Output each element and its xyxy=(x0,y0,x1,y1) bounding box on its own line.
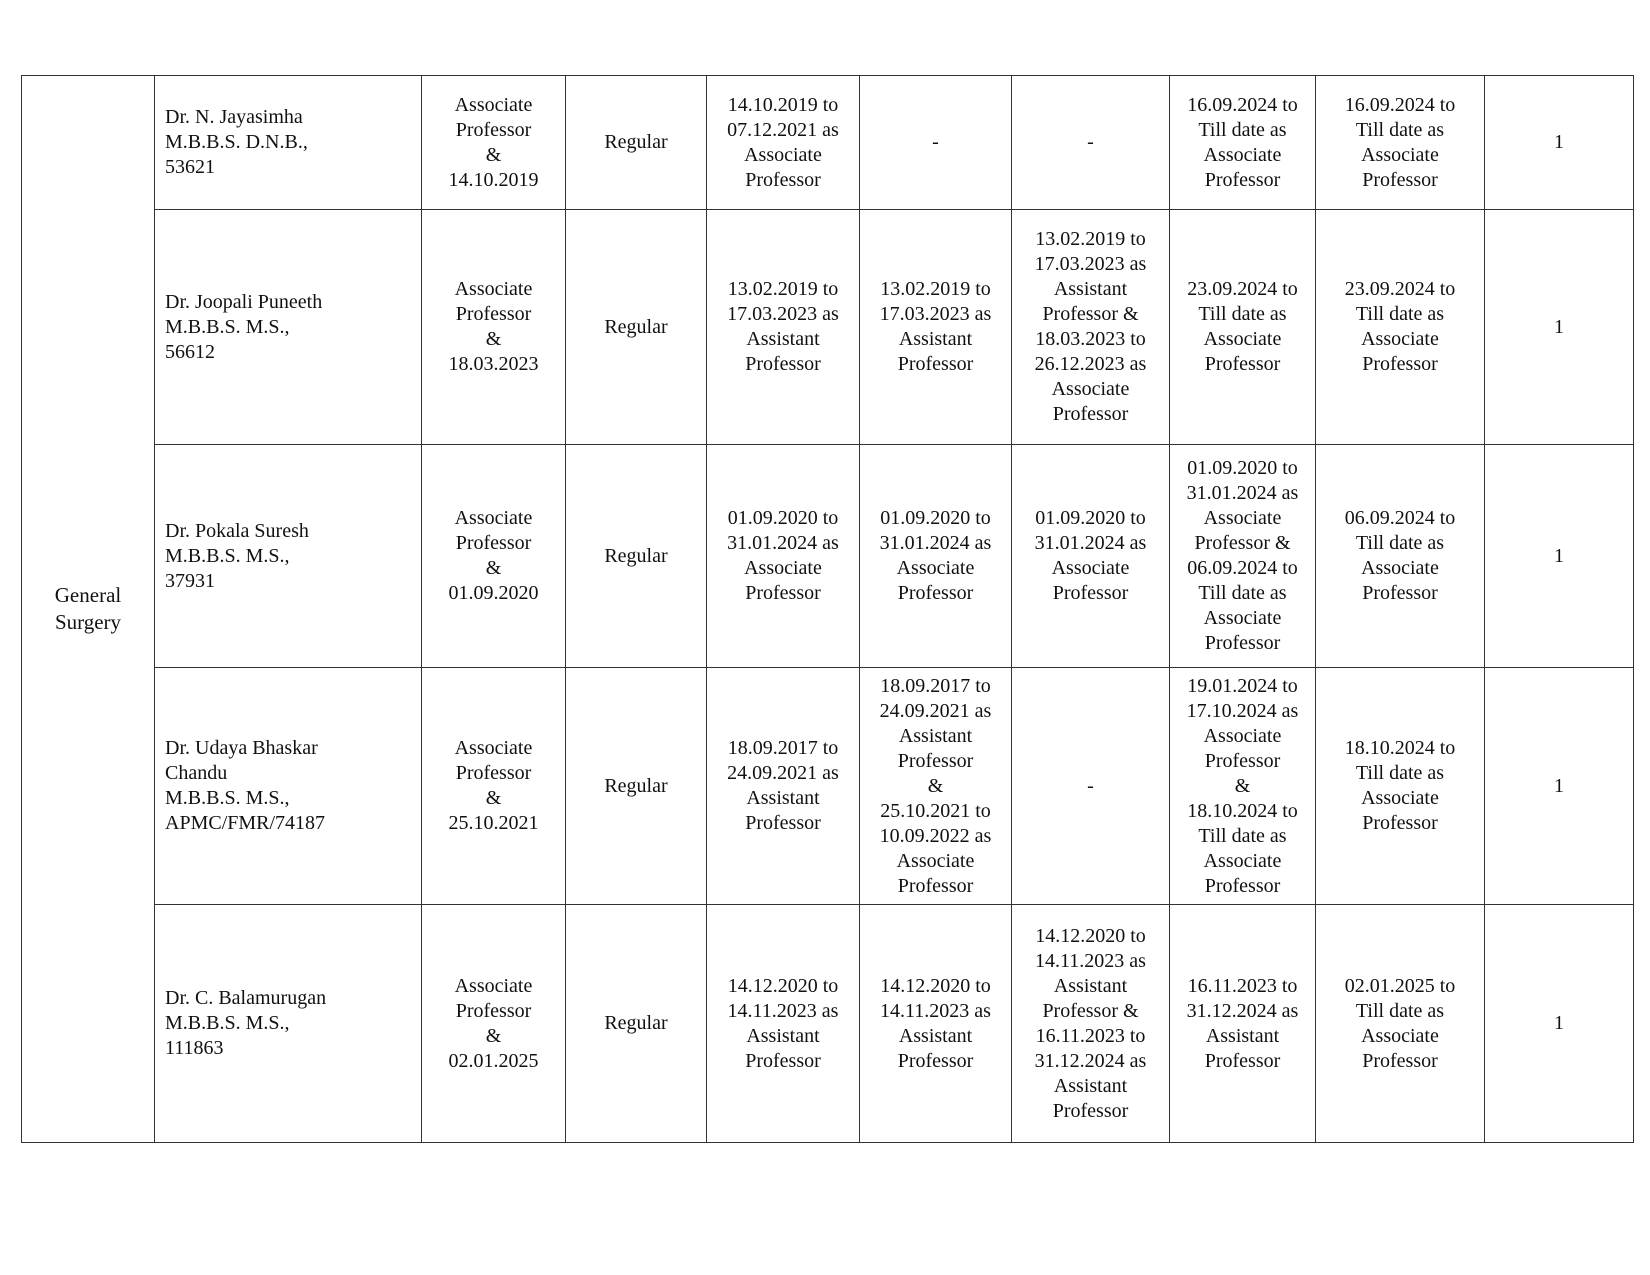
period-cell: 13.02.2019 to 17.03.2023 as Assistant Professor xyxy=(707,210,860,445)
count-cell: 1 xyxy=(1485,905,1634,1143)
period-cell: 18.10.2024 to Till date as Associate Professor xyxy=(1316,668,1485,905)
table-row xyxy=(22,445,1634,668)
period-cell: 01.09.2020 to 31.01.2024 as Associate Professor & 06.09.2024 to Till date as Associate Professor xyxy=(1170,445,1316,668)
count-cell: 1 xyxy=(1485,445,1634,668)
count-cell: 1 xyxy=(1485,210,1634,445)
designation-cell: Associate Professor & 02.01.2025 xyxy=(422,905,566,1143)
nature-cell: Regular xyxy=(566,445,707,668)
period-cell: 19.01.2024 to 17.10.2024 as Associate Professor & 18.10.2024 to Till date as Associate Professor xyxy=(1170,668,1316,905)
faculty-table xyxy=(21,75,1634,1143)
period-cell: 14.10.2019 to 07.12.2021 as Associate Professor xyxy=(707,76,860,210)
nature-cell: Regular xyxy=(566,905,707,1143)
designation-cell: Associate Professor & 14.10.2019 xyxy=(422,76,566,210)
count-cell: 1 xyxy=(1485,668,1634,905)
period-cell: 01.09.2020 to 31.01.2024 as Associate Professor xyxy=(707,445,860,668)
period-cell: 16.11.2023 to 31.12.2024 as Assistant Professor xyxy=(1170,905,1316,1143)
designation-cell: Associate Professor & 01.09.2020 xyxy=(422,445,566,668)
faculty-name-cell: Dr. Udaya Bhaskar Chandu M.B.B.S. M.S., APMC/FMR/74187 xyxy=(155,668,422,905)
period-cell: 06.09.2024 to Till date as Associate Professor xyxy=(1316,445,1485,668)
period-cell: 16.09.2024 to Till date as Associate Professor xyxy=(1316,76,1485,210)
period-cell: 01.09.2020 to 31.01.2024 as Associate Professor xyxy=(1012,445,1170,668)
table-row xyxy=(22,210,1634,445)
period-cell: 23.09.2024 to Till date as Associate Professor xyxy=(1170,210,1316,445)
table-row xyxy=(22,905,1634,1143)
period-cell: 14.12.2020 to 14.11.2023 as Assistant Professor & 16.11.2023 to 31.12.2024 as Assistant Professor xyxy=(1012,905,1170,1143)
count-cell: 1 xyxy=(1485,76,1634,210)
faculty-name-cell: Dr. Joopali Puneeth M.B.B.S. M.S., 56612 xyxy=(155,210,422,445)
period-cell: 18.09.2017 to 24.09.2021 as Assistant Professor & 25.10.2021 to 10.09.2022 as Associate Professor xyxy=(860,668,1012,905)
period-cell: 01.09.2020 to 31.01.2024 as Associate Professor xyxy=(860,445,1012,668)
nature-cell: Regular xyxy=(566,210,707,445)
designation-cell: Associate Professor & 25.10.2021 xyxy=(422,668,566,905)
period-cell: - xyxy=(1012,668,1170,905)
period-cell: 13.02.2019 to 17.03.2023 as Assistant Professor & 18.03.2023 to 26.12.2023 as Associate Professor xyxy=(1012,210,1170,445)
faculty-name-cell: Dr. C. Balamurugan M.B.B.S. M.S., 111863 xyxy=(155,905,422,1143)
period-cell: 16.09.2024 to Till date as Associate Professor xyxy=(1170,76,1316,210)
period-cell: 14.12.2020 to 14.11.2023 as Assistant Professor xyxy=(860,905,1012,1143)
nature-cell: Regular xyxy=(566,76,707,210)
nature-cell: Regular xyxy=(566,668,707,905)
table-row xyxy=(22,76,1634,210)
designation-cell: Associate Professor & 18.03.2023 xyxy=(422,210,566,445)
period-cell: 18.09.2017 to 24.09.2021 as Assistant Professor xyxy=(707,668,860,905)
period-cell: 23.09.2024 to Till date as Associate Professor xyxy=(1316,210,1485,445)
faculty-name-cell: Dr. Pokala Suresh M.B.B.S. M.S., 37931 xyxy=(155,445,422,668)
table-row xyxy=(22,668,1634,905)
period-cell: 13.02.2019 to 17.03.2023 as Assistant Professor xyxy=(860,210,1012,445)
faculty-name-cell: Dr. N. Jayasimha M.B.B.S. D.N.B., 53621 xyxy=(155,76,422,210)
period-cell: 02.01.2025 to Till date as Associate Professor xyxy=(1316,905,1485,1143)
period-cell: - xyxy=(860,76,1012,210)
department-cell: General Surgery xyxy=(22,76,155,1143)
period-cell: - xyxy=(1012,76,1170,210)
period-cell: 14.12.2020 to 14.11.2023 as Assistant Professor xyxy=(707,905,860,1143)
